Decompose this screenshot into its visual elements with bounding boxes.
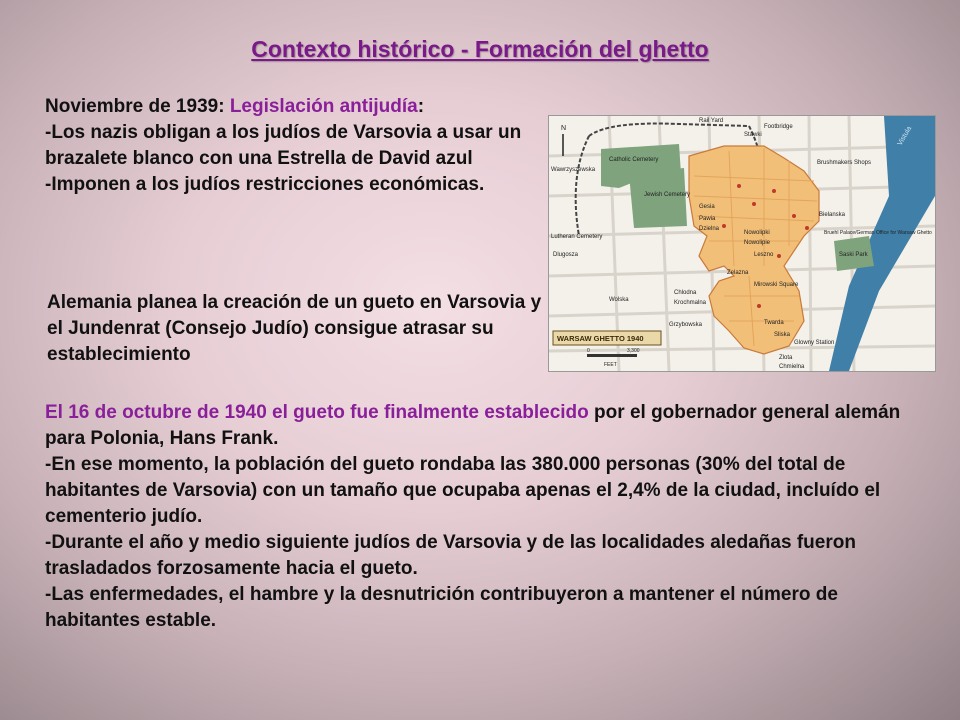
chlodna-label: Chlodna (674, 290, 697, 296)
krochmalna-label: Krochmalna (674, 300, 707, 306)
sliska-label: Sliska (774, 332, 791, 338)
footbridge-label: Footbridge (764, 124, 793, 130)
pawia-label: Pawia (699, 216, 716, 222)
text-block-plan: Alemania planea la creación de un gueto en Varsovia y el Jundenrat (Consejo Judío) consigue atrasar su establecimiento (47, 292, 542, 365)
scale-feet: FEET (604, 362, 617, 368)
population-line: -En ese momento, la población del gueto rondaba las 380.000 personas (30% del total de habitantes de Varsovia) con un tamaño que ocupaba apenas el 2,4% de la ciudad, incluído el cementerio judío. (45, 454, 881, 527)
bruehl-label: Bruehl Palace/German Office for Warsaw Ghetto (824, 230, 932, 236)
dlugosza-label: Dlugosza (553, 252, 579, 258)
wolska-label: Wolska (609, 297, 629, 303)
gesia-label: Gesia (699, 204, 715, 210)
slide-title: Contexto histórico - Formación del ghetto (251, 36, 709, 62)
nowolipie-label: Nowolipie (744, 240, 771, 246)
established-highlight: El 16 de octubre de 1940 el gueto fue finalmente establecido (45, 402, 589, 423)
mirowski-label: Mirowski Square (754, 282, 799, 288)
dzielna-label: Dzielna (699, 226, 720, 232)
vistula-label: Vistula (896, 125, 914, 147)
bielanska-label: Bielanska (819, 212, 846, 218)
leszno-label: Leszno (754, 252, 774, 258)
established-rest: por el gobernador general alemán para Polonia, Hans Frank. (45, 402, 901, 449)
date-label: Noviembre de 1939: (45, 96, 230, 117)
colon: : (417, 96, 425, 117)
chmielna-label: Chmielna (779, 364, 805, 370)
scale-zero: 0 (587, 348, 590, 354)
zelazna-label: Zelazna (727, 270, 749, 276)
established-line (45, 400, 925, 452)
catholic-cemetery-label: Catholic Cemetery (609, 157, 659, 163)
lutheran-label: Lutheran Cemetery (551, 234, 603, 240)
glowny-label: Glowny Station (794, 340, 835, 346)
restrictions-line: -Imponen a los judíos restricciones económicas. (45, 174, 485, 195)
date-line (45, 94, 540, 120)
transfer-line: -Durante el año y medio siguiente judíos de Varsovia y de las localidades aledañas fueron trasladados forzosamente hacia el gueto. (45, 532, 856, 579)
text-block-1940 (45, 400, 925, 634)
grzybowska-label: Grzybowska (669, 322, 703, 328)
nowolipki-label: Nowolipki (744, 230, 770, 236)
twarda-label: Twarda (764, 320, 784, 326)
text-block-1939 (45, 94, 540, 198)
brushmakers-label: Brushmakers Shops (817, 160, 872, 166)
map-title: WARSAW GHETTO 1940 (557, 334, 644, 343)
rail-yard-label: Rail Yard (699, 118, 724, 124)
scale-max: 3,300 (627, 348, 640, 354)
disease-line: -Las enfermedades, el hambre y la desnutrición contribuyeron a mantener el número de habitantes estable. (45, 584, 838, 631)
jewish-cemetery-label: Jewish Cemetery (644, 192, 691, 198)
law-highlight: Legislación antijudía (229, 96, 418, 117)
stawki-label: Stawki (744, 132, 762, 138)
armband-line: -Los nazis obligan a los judíos de Varsovia a usar un brazalete blanco con una Estrella de David azul (45, 122, 522, 169)
warsaw-ghetto-map (548, 115, 936, 372)
wawrzyszewska-label: Wawrzyszewska (551, 167, 596, 173)
zlota-label: Zlota (779, 355, 793, 361)
saski-park-label: Saski Park (839, 252, 868, 258)
north-label: N (561, 125, 567, 132)
